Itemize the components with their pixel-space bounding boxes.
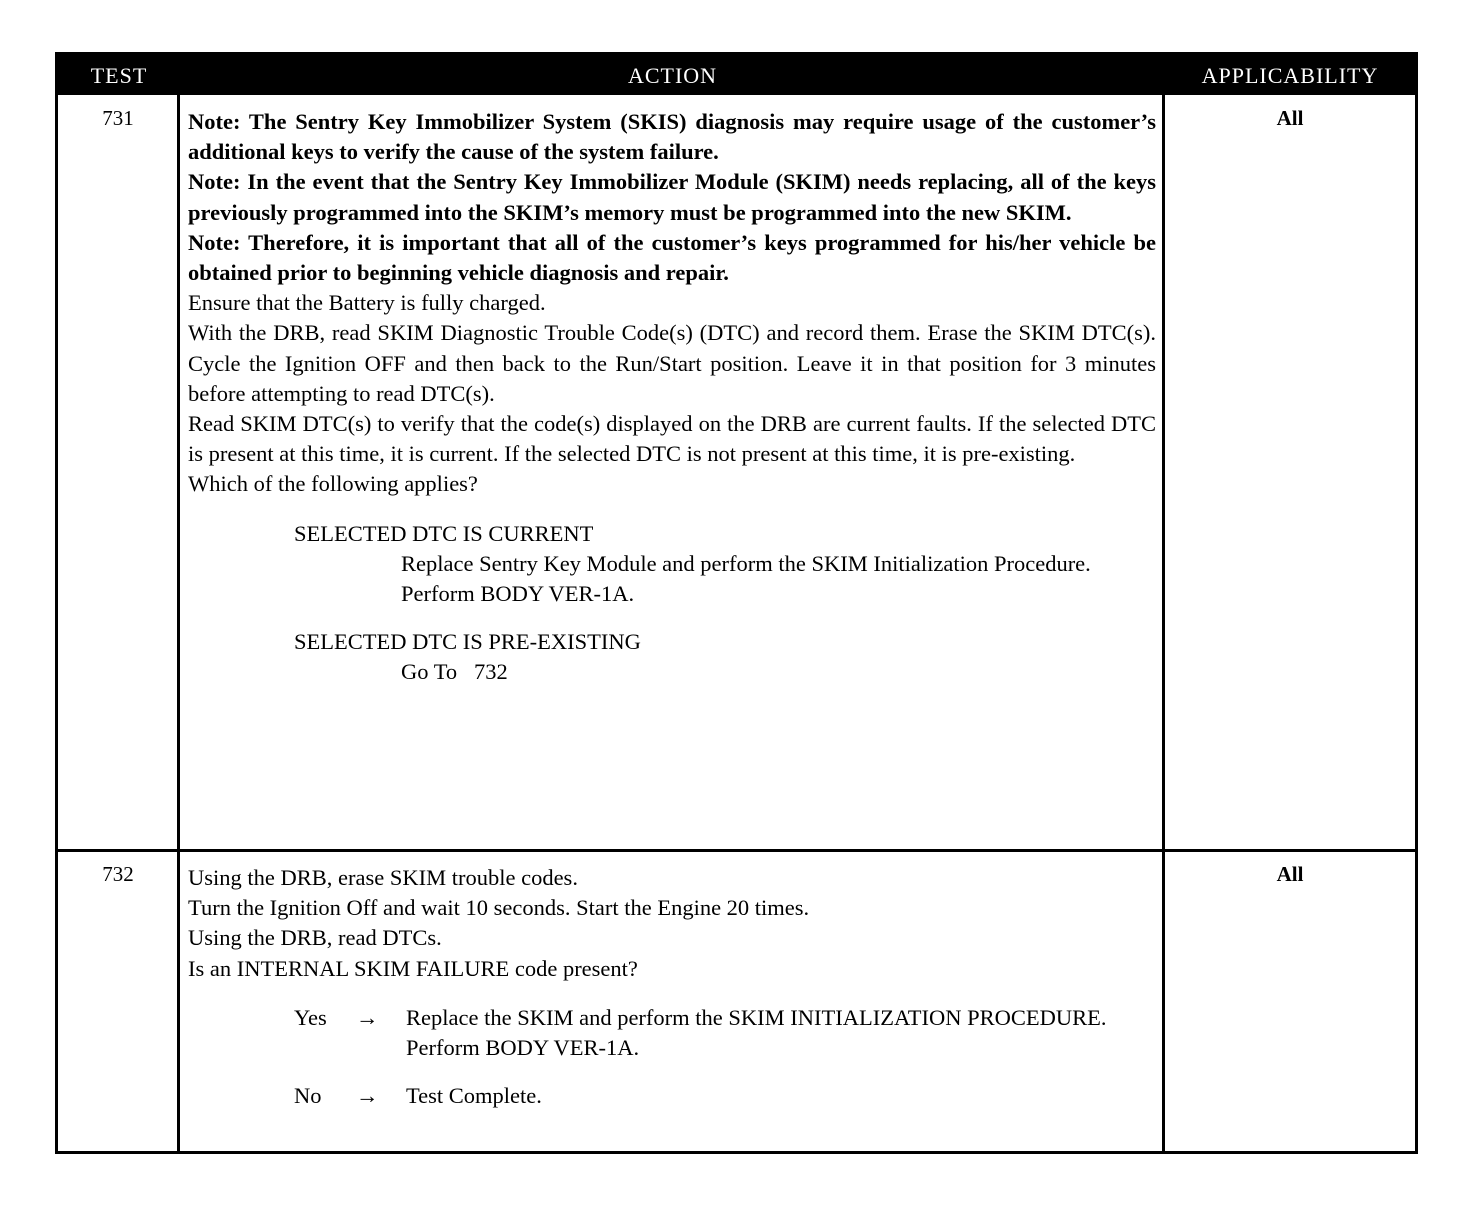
- step-text: Turn the Ignition Off and wait 10 seconds. Start the Engine 20 times.: [188, 895, 810, 921]
- step-text: Read SKIM DTC(s) to verify that the code(s) displayed on the DRB are current faults. If the selected DTC is present at this time, it is current. If the selected DTC is not present at this time, it is pre-existing.: [188, 411, 1156, 467]
- note-paragraph: Note: The Sentry Key Immobilizer System (SKIS) diagnosis may require usage of the customer’s additional keys to verify the cause of the system failure.: [188, 109, 1156, 165]
- yes-action: Perform BODY VER-1A.: [406, 1035, 640, 1061]
- diagnostic-test-table: [55, 52, 1418, 1154]
- row-divider: [58, 849, 1415, 852]
- applicability-732: All: [1276, 862, 1304, 886]
- option-preexisting-action: Go To 732: [401, 659, 508, 685]
- step-text: Using the DRB, read DTCs.: [188, 925, 442, 951]
- no-label: No: [294, 1083, 322, 1109]
- yes-label: Yes: [294, 1004, 327, 1030]
- option-current-action: Perform BODY VER-1A.: [401, 581, 635, 607]
- column-divider: [177, 95, 180, 1151]
- step-text: Is an INTERNAL SKIM FAILURE code present?: [188, 955, 638, 981]
- step-text: Ensure that the Battery is fully charged.: [188, 290, 546, 316]
- yes-branch: [188, 1003, 1156, 1063]
- test-number-732: 732: [102, 862, 134, 886]
- test-number-731: 731: [102, 106, 134, 130]
- header-test: TEST: [90, 63, 148, 88]
- no-branch: [188, 1081, 1156, 1111]
- column-divider: [1162, 95, 1165, 1151]
- action-cell-731: [188, 107, 1156, 688]
- option-current-action: Replace Sentry Key Module and perform the SKIM Initialization Procedure.: [401, 550, 1091, 576]
- action-cell-732: [188, 863, 1156, 1111]
- arrow-right-icon: →: [356, 1004, 379, 1030]
- step-text: With the DRB, read SKIM Diagnostic Trouble Code(s) (DTC) and record them. Erase the SKIM DTC(s). Cycle the Ignition OFF and then back to the Run/Start position. Leave it in that position for 3 minutes before attempting to read DTC(s).: [188, 320, 1156, 406]
- arrow-right-icon: →: [356, 1083, 379, 1109]
- note-paragraph: Note: Therefore, it is important that all of the customer’s keys programmed for his/her vehicle be obtained prior to beginning vehicle diagnosis and repair.: [188, 229, 1156, 286]
- yes-action: Replace the SKIM and perform the SKIM INITIALIZATION PROCEDURE.: [406, 1004, 1107, 1030]
- step-text: Using the DRB, erase SKIM trouble codes.: [188, 865, 578, 890]
- applicability-731: All: [1276, 106, 1304, 130]
- step-text: Which of the following applies?: [188, 471, 478, 497]
- no-action: Test Complete.: [406, 1083, 542, 1109]
- note-paragraph: Note: In the event that the Sentry Key Immobilizer Module (SKIM) needs replacing, all of the keys previously programmed into the SKIM’s memory must be programmed into the new SKIM.: [188, 169, 1156, 225]
- header-action: ACTION: [627, 63, 718, 88]
- option-current-label: SELECTED DTC IS CURRENT: [294, 520, 594, 546]
- table-header: [58, 55, 1415, 95]
- option-preexisting-label: SELECTED DTC IS PRE-EXISTING: [294, 629, 641, 655]
- header-applicability: APPLICABILITY: [1201, 63, 1379, 88]
